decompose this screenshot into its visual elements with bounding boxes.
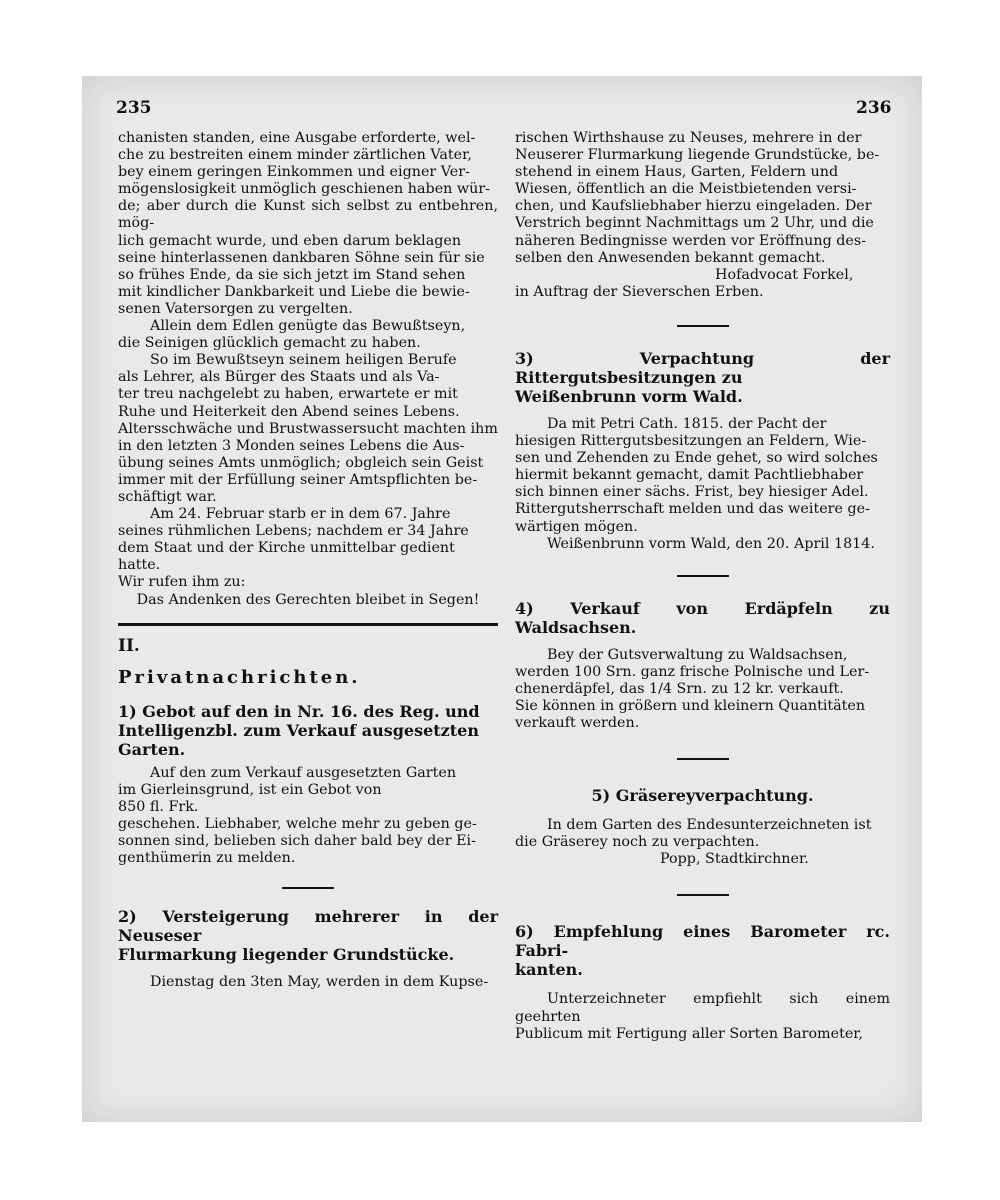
- obituary-paragraph-2: Allein dem Edlen genügte das Bewußtseyn, die Seinigen glücklich gemacht zu haben.: [118, 318, 466, 352]
- farewell-line: Wir rufen ihm zu:: [118, 574, 246, 591]
- item-6-text: Unterzeichneter empfiehlt sich einem geehrten Publicum mit Fertigung aller Sorten Barometer,: [515, 991, 890, 1042]
- item-1-title: 1) Gebot auf den in Nr. 16. des Reg. und Intelligenzbl. zum Verkauf ausgesetzten Garten.: [118, 701, 480, 759]
- obituary-paragraph-1: chanisten standen, eine Ausgabe erforderte, wel- che zu bestreiten einem minder zärtlichen Vater, bey einem geringen Einkommen und eigner Ver- mögenslosigkeit unmöglich geschienen haben wür- de; aber durch die Kunst sich selbst zu entbehren, mög- lich gemacht wurde, und eben darum beklagen seine hinterlassenen dankbaren Söhne sein für sie so frühes Ende, da sie sich jetzt im Stand sehen mit kindlicher Dankbarkeit und Liebe die bewie- senen Vatersorgen zu vergelten.: [118, 130, 498, 317]
- item-4-title: 4) Verkauf von Erdäpfeln zu Waldsachsen.: [515, 598, 890, 637]
- item-2-text: Dienstag den 3ten May, werden in dem Kupse-: [150, 974, 489, 991]
- item-6-title: 6) Empfehlung eines Barometer rc. Fabri- kanten.: [515, 922, 890, 980]
- item-5-title: 5) Gräsereyverpachtung.: [591, 786, 814, 806]
- item-5-text: In dem Garten des Endesunterzeichneten ist die Gräserey noch zu verpachten.: [515, 817, 872, 851]
- left-column: [118, 130, 498, 991]
- page-number-right: 236: [856, 98, 892, 118]
- item-1-text-a: Auf den zum Verkauf ausgesetzten Garten im Gierleinsgrund, ist ein Gebot von: [118, 764, 457, 798]
- item-4-text: Bey der Gutsverwaltung zu Waldsachsen, werden 100 Srn. ganz frische Polnische und Ler- chenerdäpfel, das 1/4 Srn. zu 12 kr. verkauft. Sie können in größern und kleinern Quantitäten verkauft werden.: [515, 646, 870, 732]
- item-5-signature: Popp, Stadtkirchner.: [660, 851, 809, 868]
- obituary-paragraph-3: So im Bewußtseyn seinem heiligen Berufe als Lehrer, als Bürger des Staats und als Va- ter treu nachgelebt zu haben, erwartete er mit Ruhe und Heiterkeit den Abend seines Lebens. Altersschwäche und Brustwassersucht machten ihm in den letzten 3 Monden seines Lebens die Aus- übung seines Amts unmöglich; obgleich sein Geist immer mit der Erfüllung seiner Amtspflichten be- schäftigt war.: [118, 352, 498, 505]
- right-column: [515, 130, 890, 1043]
- item-3-title: 3) Verpachtung der Rittergutsbesitzungen zu Weißenbrunn vorm Wald.: [515, 348, 890, 406]
- item-2-title: 2) Versteigerung mehrerer in der Neuseser Flurmarkung liegender Grundstücke.: [118, 907, 498, 965]
- item-2-signature-note: in Auftrag der Sieverschen Erben.: [515, 283, 764, 300]
- section-title: Privatnachrichten.: [118, 666, 361, 688]
- item-3-dateline: Weißenbrunn vorm Wald, den 20. April 1814.: [547, 535, 875, 552]
- item-2-continuation: rischen Wirthshause zu Neuses, mehrere in der Neuserer Flurmarkung liegende Grundstücke, be- stehend in einem Haus, Garten, Feldern und Wiesen, öffentlich an die Meistbietenden versi- chen, und Kaufsliebhaber hierzu eingeladen. Der Verstrich beginnt Nachmittags um 2 Uhr, und die näheren Bedingnisse werden vor Eröffnung des- selben den Anwesenden bekannt gemacht.: [515, 130, 880, 266]
- item-1-text-b: geschehen. Liebhaber, welche mehr zu geben ge- sonnen sind, belieben sich daher bald bey der Ei- genthümerin zu melden.: [118, 816, 477, 867]
- obituary-paragraph-4: Am 24. Februar starb er in dem 67. Jahre seines rühmlichen Lebens; nachdem er 34 Jahre dem Staat und der Kirche unmittelbar gedient hatte.: [118, 506, 469, 574]
- item-3-text: Da mit Petri Cath. 1815. der Pacht der hiesigen Rittergutsbesitzungen an Feldern, Wie- sen und Zehenden zu Ende gehet, so wird solches hiermit bekannt gemacht, damit Pachtliebhaber sich binnen einer sächs. Frist, bey hiesiger Adel. Rittergutsherrschaft melden und das weitere ge- wärtigen mögen.: [515, 415, 878, 535]
- page-number-left: 235: [116, 98, 152, 118]
- item-2-signature: Hofadvocat Forkel,: [715, 266, 854, 283]
- motto-line: Das Andenken des Gerechten bleibet in Segen!: [136, 591, 480, 608]
- item-1-price: 850 fl. Frk.: [118, 799, 199, 815]
- section-number: II.: [118, 635, 140, 656]
